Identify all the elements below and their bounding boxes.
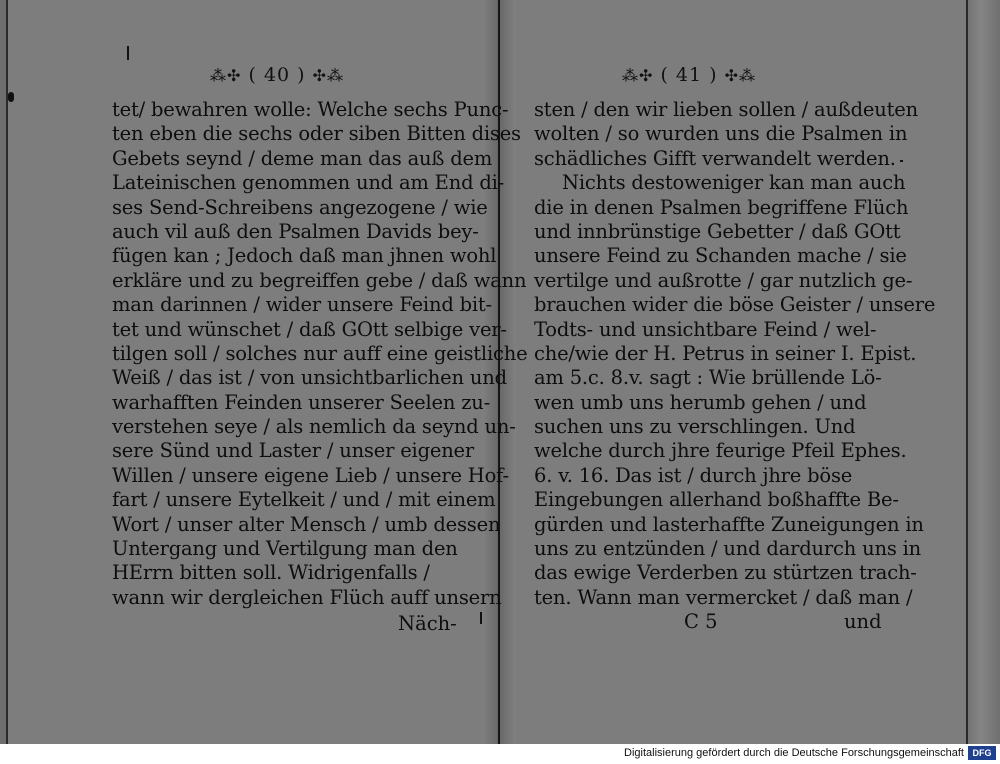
- left-catchword: Näch-: [398, 612, 457, 635]
- text-line: schädliches Gifft verwandelt werden.: [534, 146, 896, 170]
- right-page-text: [534, 98, 935, 610]
- text-line: Gebets seynd / deme man das auß dem: [112, 146, 493, 170]
- text-line: brauchen wider die böse Geister / unsere: [534, 293, 936, 317]
- text-line: und innbrünstige Gebetter / daß GOtt: [534, 219, 901, 243]
- text-line: unsere Feind zu Schanden mache / sie: [534, 244, 907, 268]
- text-line: ses Send-Schreibens angezogene / wie: [112, 195, 488, 219]
- text-line: tilgen soll / solches nur auff eine geistliche: [112, 341, 528, 365]
- text-line: Wort / unser alter Mensch / umb dessen: [112, 512, 501, 536]
- text-line: 6. v. 16. Das ist / durch jhre böse: [534, 463, 853, 487]
- text-line: am 5.c. 8.v. sagt : Wie brüllende Lö-: [534, 366, 882, 390]
- ornament-right-icon: ✣⁂: [312, 66, 344, 85]
- text-line: fart / unsere Eytelkeit / und / mit einem: [112, 488, 496, 512]
- scan-speck: [127, 46, 129, 60]
- text-line: sere Sünd und Laster / unser eigener: [112, 439, 475, 463]
- digitization-footer: [0, 744, 1000, 764]
- ornament-right-icon: ✣⁂: [724, 66, 756, 85]
- text-line: tet und wünschet / daß GOtt selbige ver-: [112, 317, 507, 341]
- text-line: verstehen seye / als nemlich da seynd un-: [112, 415, 516, 439]
- text-line: tet/ bewahren wolle: Welche sechs Punc-: [112, 98, 509, 121]
- text-line: suchen uns zu verschlingen. Und: [534, 415, 856, 439]
- text-line: Weiß / das ist / von unsichtbarlichen und: [112, 366, 507, 390]
- text-line: fügen kan ; Jedoch daß man jhnen wohl: [112, 244, 497, 268]
- text-line: wen umb uns herumb gehen / und: [534, 390, 867, 414]
- text-line: das ewige Verderben zu stürtzen trach-: [534, 561, 917, 585]
- scan-speck: [8, 92, 14, 102]
- text-line: Willen / unsere eigene Lieb / unsere Hof-: [112, 463, 509, 487]
- text-line: welche durch jhre feurige Pfeil Ephes.: [534, 439, 907, 463]
- text-line: wolten / so wurden uns die Psalmen in: [534, 122, 908, 146]
- page-edge-left: [6, 0, 8, 744]
- text-line: ten. Wann man vermercket / daß man /: [534, 585, 913, 609]
- right-page-header: [622, 64, 756, 94]
- text-line: uns zu entzünden / und dardurch uns in: [534, 537, 922, 561]
- text-line: vertilge und außrotte / gar nutzlich ge-: [534, 268, 913, 292]
- ornament-left-icon: ⁂✣: [210, 66, 242, 85]
- text-line: Eingebungen allerhand boßhaffte Be-: [534, 488, 899, 512]
- right-page-number: ( 41 ): [660, 64, 718, 86]
- signature-mark: C 5: [684, 610, 718, 633]
- text-line: sten / den wir lieben sollen / außdeuten: [534, 98, 918, 121]
- text-line: erkläre und zu begreiffen gebe / daß wann: [112, 268, 527, 292]
- funding-notice: Digitalisierung gefördert durch die Deutsche Forschungsgemeinschaft: [624, 747, 964, 759]
- text-line: gürden und lasterhaffte Zuneigungen in: [534, 512, 924, 536]
- text-line: che/wie der H. Petrus in seiner I. Epist.: [534, 341, 917, 365]
- text-line: auch vil auß den Psalmen Davids bey-: [112, 219, 479, 243]
- text-line: die in denen Psalmen begriffene Flüch: [534, 195, 909, 219]
- right-catchword: und: [844, 610, 882, 633]
- text-line: Lateinischen genommen und am End di-: [112, 171, 505, 195]
- text-line: Nichts destoweniger kan man auch: [562, 171, 906, 195]
- left-page-header: [210, 64, 344, 94]
- text-line: ten eben die sechs oder siben Bitten dises: [112, 122, 521, 146]
- text-line: man darinnen / wider unsere Feind bit-: [112, 293, 492, 317]
- text-line: warhafften Feinden unserer Seelen zu-: [112, 390, 491, 414]
- text-line: HErrn bitten soll. Widrigenfalls /: [112, 561, 430, 585]
- ornament-left-icon: ⁂✣: [622, 66, 654, 85]
- scan-right-border: [968, 0, 1000, 744]
- text-line: Untergang und Vertilgung man den: [112, 537, 458, 561]
- left-page-text: [112, 98, 527, 610]
- dfg-logo-icon: DFG: [968, 746, 996, 760]
- scan-speck: [480, 612, 482, 624]
- left-page-number: ( 40 ): [248, 64, 306, 86]
- text-line: Todts- und unsichtbare Feind / wel-: [534, 317, 877, 341]
- text-line: wann wir dergleichen Flüch auff unsern: [112, 585, 502, 609]
